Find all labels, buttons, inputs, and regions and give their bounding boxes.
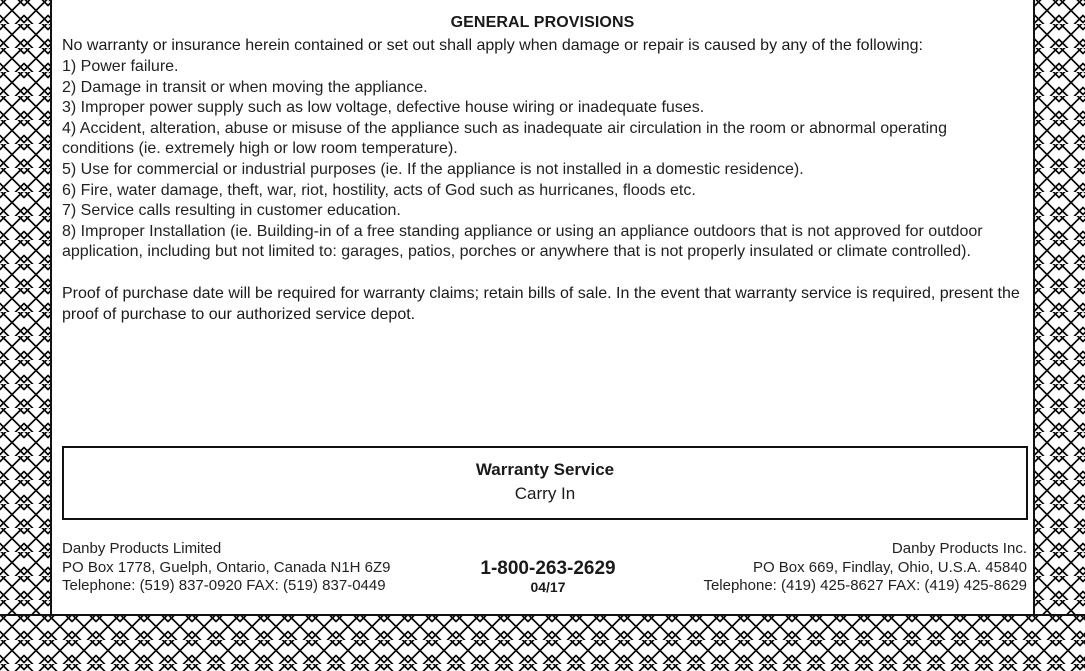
canada-address-block <box>62 540 462 596</box>
revision-code: 04/17 <box>530 579 566 595</box>
phone-fax: Telephone: (519) 837-0920 FAX: (519) 837-0449 <box>62 577 386 594</box>
toll-free-number: 1-800-263-2629 <box>480 558 616 579</box>
list-item: 1) Power failure. <box>62 58 179 75</box>
postal-address: PO Box 669, Findlay, Ohio, U.S.A. 45840 <box>752 558 1027 576</box>
phone-fax: Telephone: (419) 425-8627 FAX: (419) 425-8629 <box>703 577 1027 594</box>
provisions-list <box>62 57 1027 263</box>
list-item: 7) Service calls resulting in customer education. <box>62 202 401 220</box>
list-item: 5) Use for commercial or industrial purposes (ie. If the appliance is not installed in a domestic residence). <box>62 160 804 178</box>
right-celtic-border <box>1033 0 1085 671</box>
usa-address-block <box>607 540 1027 596</box>
list-item: 2) Damage in transit or when moving the appliance. <box>62 78 428 96</box>
list-item: application, including but not limited to: garages, patios, porches or anywhere that is not properly insulated or climate controlled). <box>62 243 971 261</box>
warranty-service-type: Carry In <box>514 484 576 503</box>
company-name: Danby Products Inc. <box>891 540 1027 557</box>
list-item: 4) Accident, alteration, abuse or misuse of the appliance such as inadequate air circulation in the room or abnormal operating <box>62 119 947 137</box>
list-item: 3) Improper power supply such as low voltage, defective house wiring or inadequate fuses. <box>62 99 705 117</box>
postal-address: PO Box 1778, Guelph, Ontario, Canada N1H 6Z9 <box>62 558 391 576</box>
list-item: conditions (ie. extremely high or low room temperature). <box>62 140 458 158</box>
list-item: 6) Fire, water damage, theft, war, riot, hostility, acts of God such as hurricanes, floods etc. <box>62 181 696 199</box>
page-title: GENERAL PROVISIONS <box>450 14 635 31</box>
warranty-service-box <box>62 446 1028 520</box>
intro-paragraph: No warranty or insurance herein contained or set out shall apply when damage or repair is caused by any of the following: <box>62 37 923 54</box>
company-name: Danby Products Limited <box>62 540 222 557</box>
bottom-celtic-border <box>0 614 1085 671</box>
proof-of-purchase-paragraph: Proof of purchase date will be required for warranty claims; retain bills of sale. In the event that warranty service is required, present the proof of purchase to our authorized service depot. <box>62 285 1020 323</box>
list-item: 8) Improper Installation (ie. Building-in of a free standing appliance or using an appliance outdoors that is not approved for outdoor <box>62 222 983 240</box>
left-celtic-border <box>0 0 52 671</box>
warranty-service-title: Warranty Service <box>475 460 615 479</box>
